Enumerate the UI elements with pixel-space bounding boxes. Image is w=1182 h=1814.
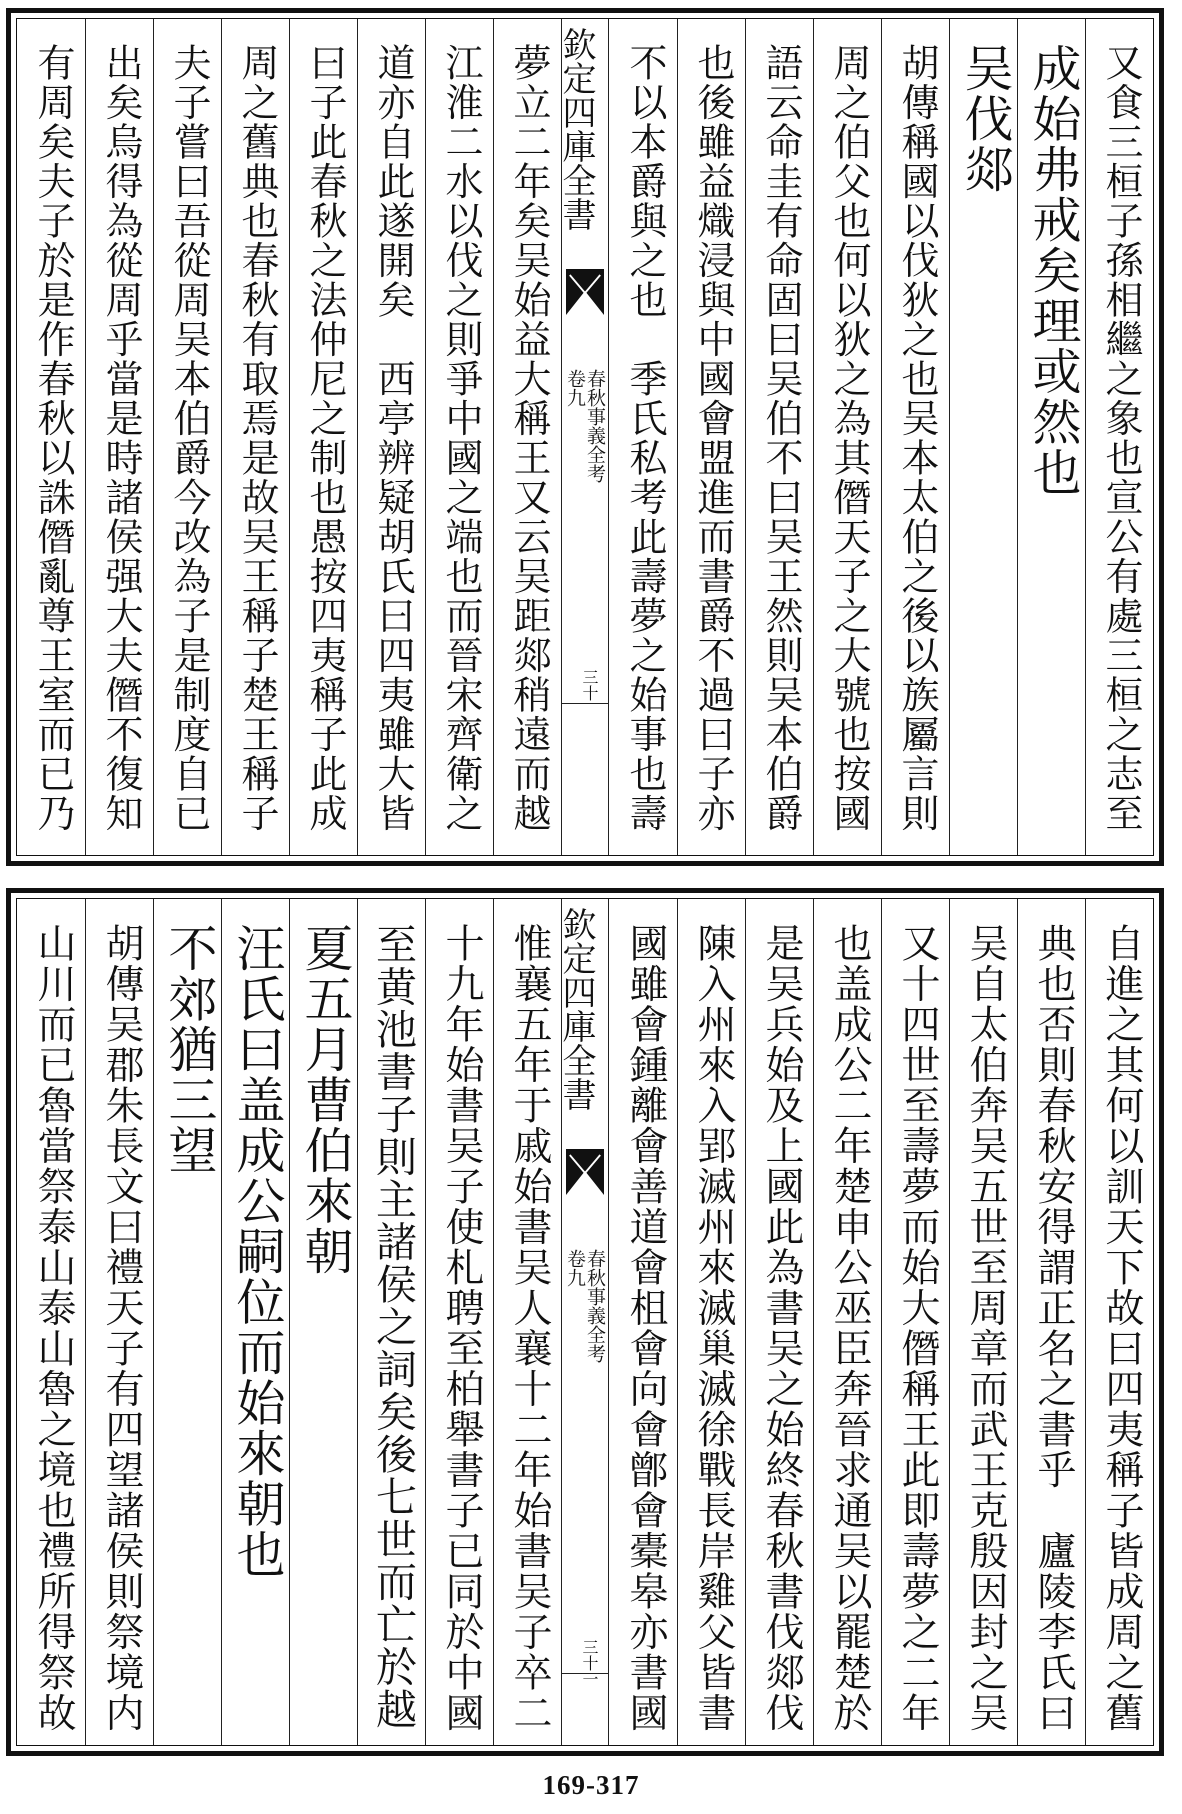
text-column xyxy=(949,19,1017,855)
column-text: 惟襄五年于戚始書吴人襄十二年始書吴子卒二 xyxy=(507,923,552,1733)
column-text: 山川而已魯當祭泰山泰山魯之境也禮所得祭故 xyxy=(31,923,76,1733)
column-text: 國雖會鍾離會善道會柤會向會鄫會橐皋亦書國 xyxy=(623,923,668,1733)
spine-rule xyxy=(562,1673,608,1674)
text-column xyxy=(289,899,357,1745)
spine-title: 欽定四庫全書 xyxy=(556,907,596,1111)
spine-volume: 卷九 xyxy=(564,369,586,407)
text-column xyxy=(1017,899,1085,1745)
fishtail-mark xyxy=(566,269,604,315)
text-column xyxy=(1017,19,1085,855)
text-column xyxy=(677,19,745,855)
text-column xyxy=(677,899,745,1745)
text-column xyxy=(221,19,289,855)
column-text: 不郊猶三望 xyxy=(161,923,218,1176)
column-text: 陳入州來入郢滅州來滅巢滅徐戰長岸雞父皆書 xyxy=(691,923,736,1733)
text-column xyxy=(221,899,289,1745)
upper-page-frame xyxy=(6,8,1164,866)
text-column xyxy=(609,899,677,1745)
column-text: 出矣烏得為從周乎當是時諸侯强大夫僭不復知 xyxy=(99,43,143,833)
text-column xyxy=(1085,19,1153,855)
text-column xyxy=(813,899,881,1745)
spine-book-title: 春秋事義全考 xyxy=(584,1249,606,1363)
center-spine xyxy=(556,19,609,855)
spine-book-title: 春秋事義全考 xyxy=(584,369,606,483)
fishtail-mark xyxy=(566,1149,604,1195)
text-column xyxy=(357,899,425,1745)
spine-rule xyxy=(562,703,608,704)
lower-page-inner-border xyxy=(16,898,1154,1746)
column-text: 胡傳稱國以伐狄之也吴本太伯之後以族屬言則 xyxy=(895,43,939,833)
spine-volume: 卷九 xyxy=(564,1249,586,1287)
text-column xyxy=(881,899,949,1745)
column-text: 自進之其何以訓天下故曰四夷稱子皆成周之舊 xyxy=(1099,923,1144,1733)
center-spine xyxy=(556,899,609,1745)
text-column xyxy=(745,899,813,1745)
column-text: 夢立二年矣吴始益大稱王又云吴距郯稍遠而越 xyxy=(507,43,551,833)
spine-title: 欽定四庫全書 xyxy=(556,27,596,231)
column-text: 至黄池書子則主諸侯之詞矣後七世而亡於越 xyxy=(369,923,417,1731)
upper-page-inner-border xyxy=(16,18,1154,856)
lower-page-frame xyxy=(6,888,1164,1756)
spine-folio: 三十 xyxy=(580,669,599,701)
text-column xyxy=(153,899,221,1745)
column-text: 吴伐郯 xyxy=(957,43,1014,195)
text-column xyxy=(881,19,949,855)
text-column xyxy=(153,19,221,855)
text-column xyxy=(949,899,1017,1745)
column-text: 汪氏曰盖成公嗣位而始來朝也 xyxy=(229,923,286,1580)
column-text: 也盖成公二年楚申公巫臣奔晉求通吴以罷楚於 xyxy=(827,923,872,1733)
column-text: 胡傳吴郡朱長文曰禮天子有四望諸侯則祭境内 xyxy=(99,923,144,1733)
column-text: 夏五月曹伯來朝 xyxy=(297,923,354,1277)
spine-folio: 三十一 xyxy=(580,1639,599,1687)
column-text: 典也否則春秋安得謂正名之書乎 廬陵李氏曰 xyxy=(1031,923,1076,1733)
text-column xyxy=(357,19,425,855)
text-column xyxy=(745,19,813,855)
column-text: 也後雖益熾浸與中國會盟進而書爵不過曰子亦 xyxy=(691,43,735,833)
column-text: 語云命圭有命固曰吴伯不曰吴王然則吴本伯爵 xyxy=(759,43,803,833)
column-text: 江淮二水以伐之則爭中國之端也而晉宋齊衛之 xyxy=(439,43,483,833)
column-text: 周之舊典也春秋有取焉是故吴王稱子楚王稱子 xyxy=(235,43,279,833)
text-column xyxy=(17,19,85,855)
column-text: 又食三桓子孫相繼之象也宣公有處三桓之志至 xyxy=(1099,43,1143,833)
text-column xyxy=(85,899,153,1745)
text-column xyxy=(17,899,85,1745)
text-column xyxy=(85,19,153,855)
text-column xyxy=(289,19,357,855)
column-text: 夫子嘗曰吾從周吴本伯爵今改為子是制度自已 xyxy=(167,43,211,833)
column-text: 又十四世至壽夢而始大僭稱王此即壽夢之二年 xyxy=(895,923,940,1733)
column-text: 吴自太伯奔吴五世至周章而武王克殷因封之吴 xyxy=(963,923,1008,1733)
column-text: 成始弗戒矣理或然也 xyxy=(1025,43,1082,498)
page-number: 169-317 xyxy=(542,1770,640,1800)
text-column xyxy=(1085,899,1153,1745)
column-text: 道亦自此遂開矣 西亭辨疑胡氏曰四夷雖大皆 xyxy=(371,43,415,833)
text-column xyxy=(425,19,493,855)
text-column xyxy=(425,899,493,1745)
column-text: 有周矣夫子於是作春秋以誅僭亂尊王室而已乃 xyxy=(31,43,75,833)
column-text: 十九年始書吴子使札聘至柏舉書子已同於中國 xyxy=(439,923,484,1733)
text-column xyxy=(609,19,677,855)
column-text: 曰子此春秋之法仲尼之制也愚按四夷稱子此成 xyxy=(303,43,347,833)
column-text: 周之伯父也何以狄之為其僭天子之大號也按國 xyxy=(827,43,871,833)
text-column xyxy=(813,19,881,855)
column-text: 是吴兵始及上國此為書吴之始終春秋書伐郯伐 xyxy=(759,923,804,1733)
column-text: 不以本爵與之也 季氏私考此壽夢之始事也壽 xyxy=(623,43,667,833)
